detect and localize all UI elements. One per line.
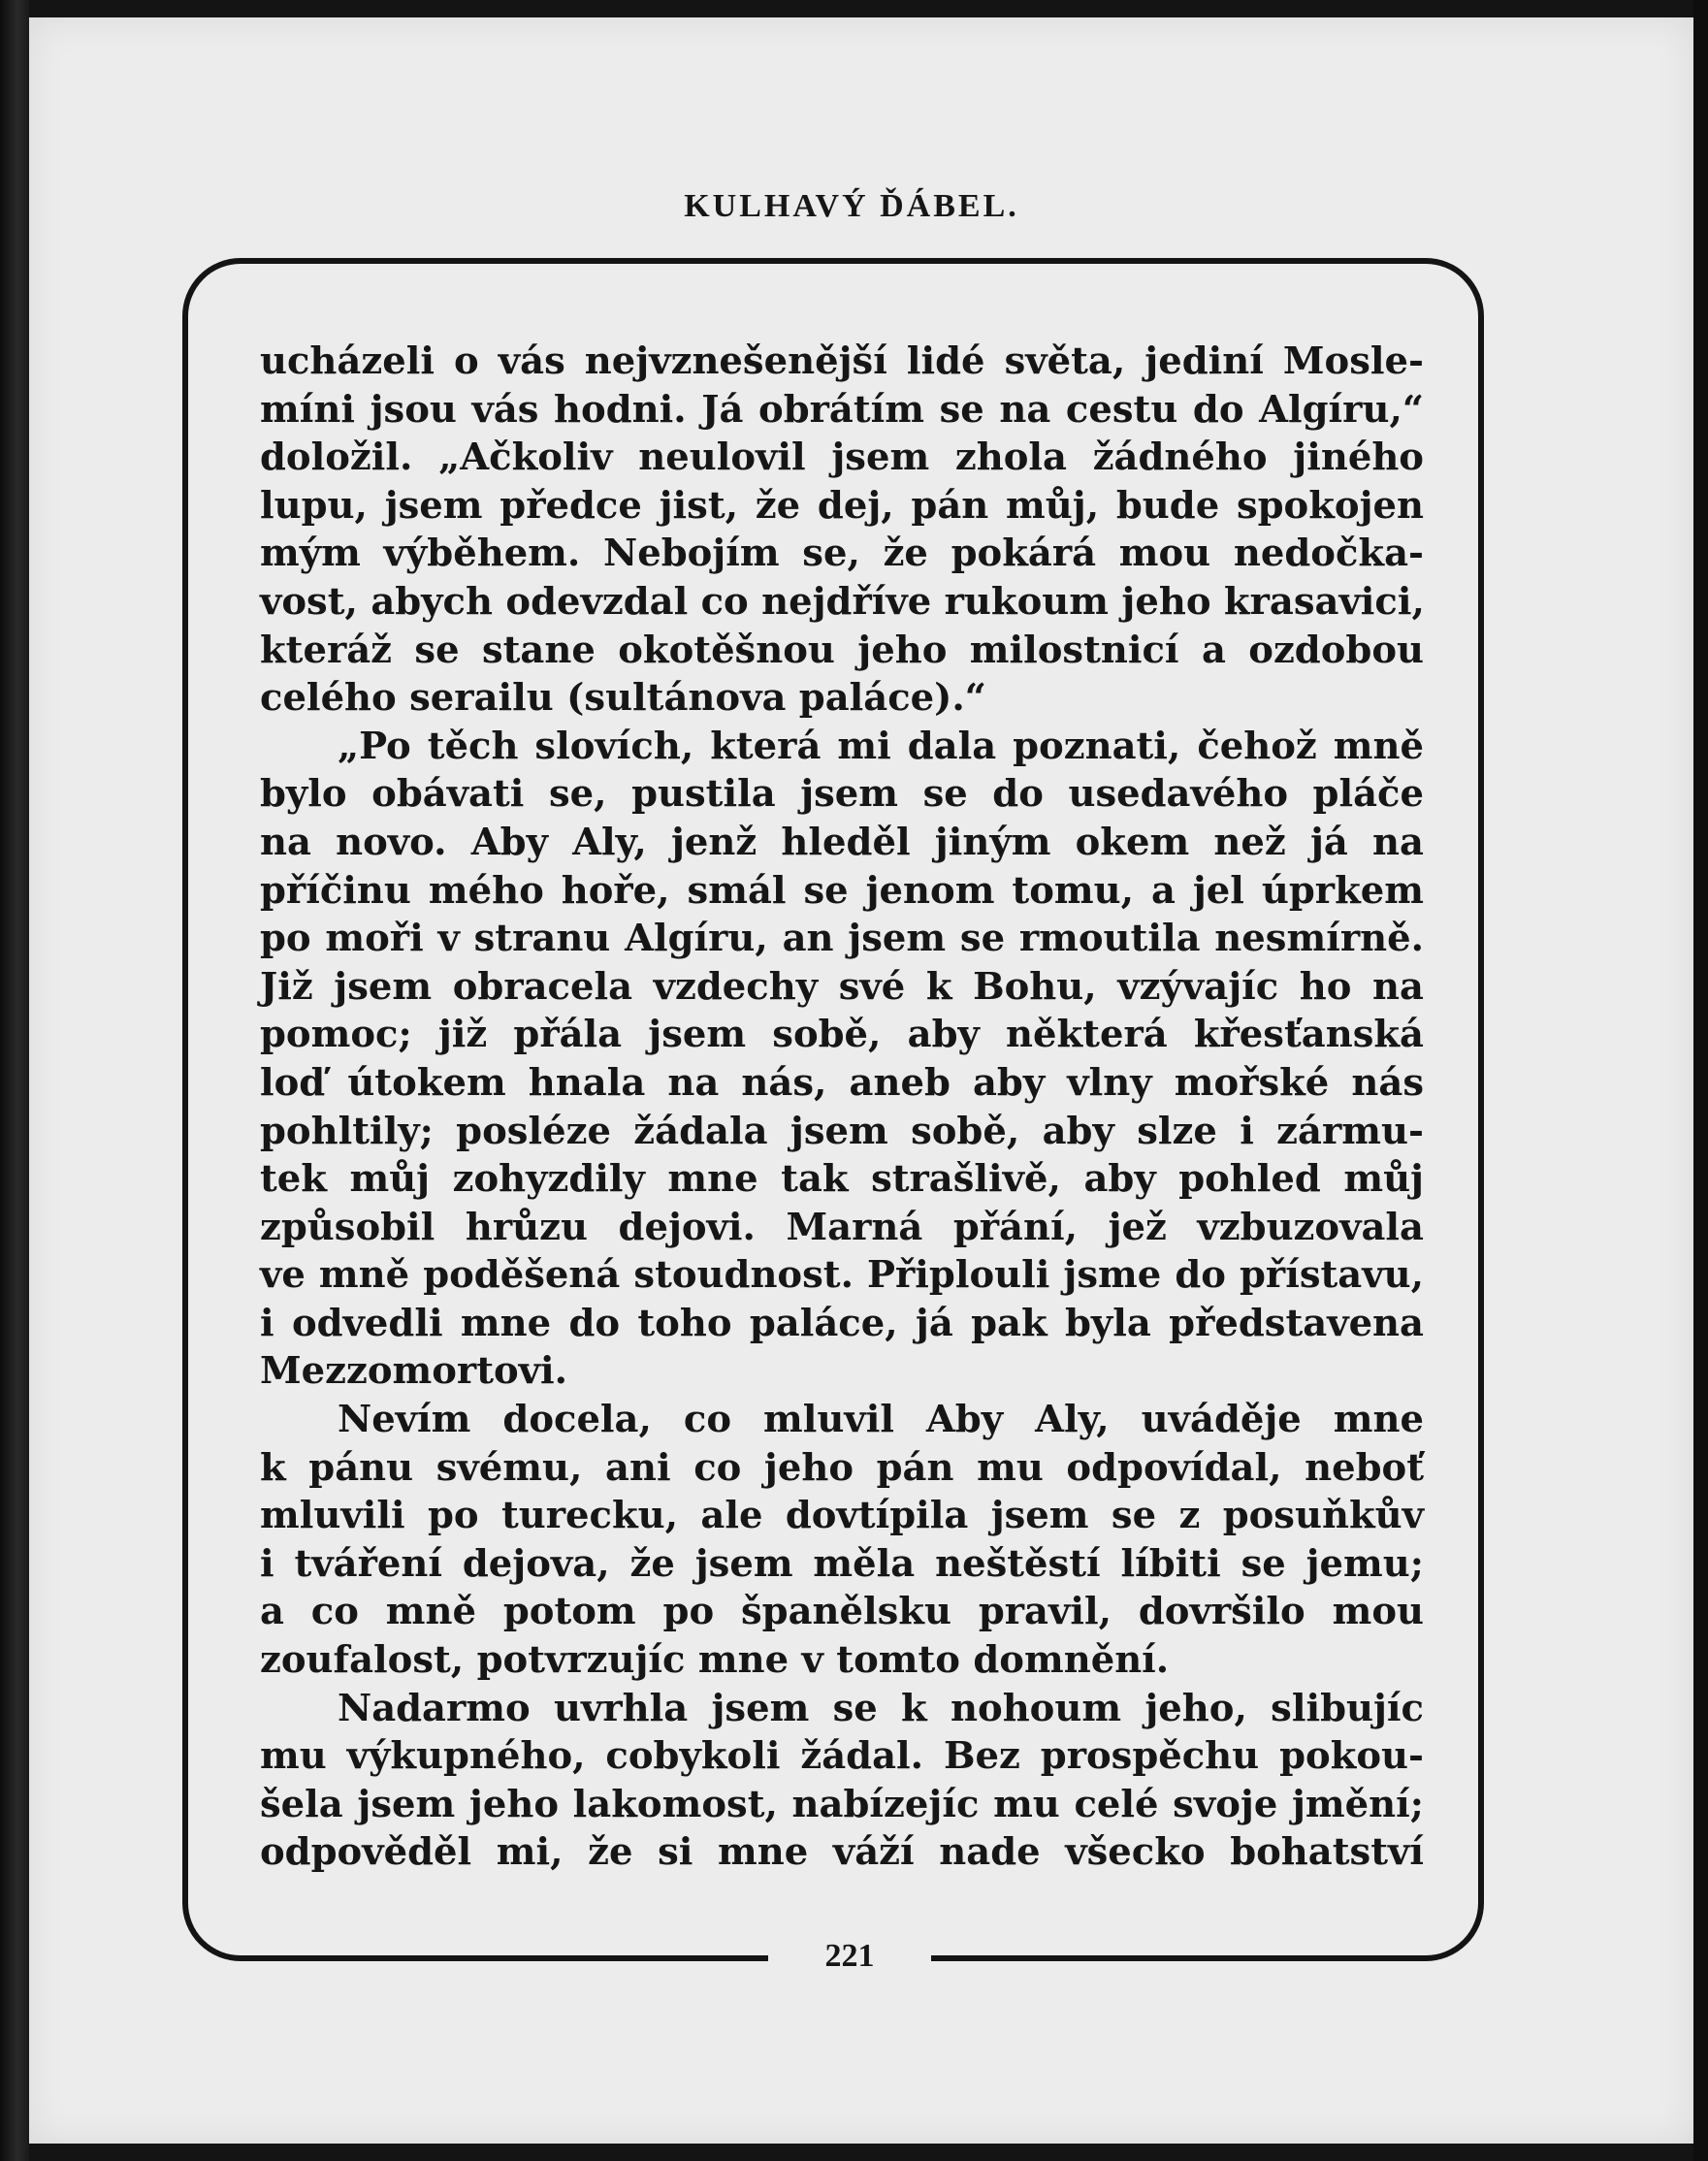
text-line: loď útokem hnala na nás, aneb aby vlny mořské nás	[260, 1060, 1424, 1105]
text-line: i tváření dejova, že jsem měla neštěstí líbiti se jemu;	[260, 1541, 1424, 1586]
page-edge-shadow	[1693, 0, 1708, 2161]
text-line: a co mně potom po španělsku pravil, dovršilo mou	[260, 1590, 1424, 1634]
text-line: kteráž se stane okotěšnou jeho milostnicí a ozdobou	[260, 628, 1424, 672]
body-text	[260, 338, 1424, 1877]
text-line: i odvedli mne do toho paláce, já pak byla představena	[260, 1301, 1424, 1345]
text-line: Nevím docela, co mluvil Aby Aly, uváděje mne	[338, 1398, 1424, 1442]
text-line: celého serailu (sultánova paláce).“	[260, 676, 986, 721]
text-line: na novo. Aby Aly, jenž hleděl jiným okem než já na	[260, 820, 1424, 864]
text-line: míni jsou vás hodni. Já obrátím se na cestu do Algíru,“	[260, 387, 1424, 432]
text-line: Nadarmo uvrhla jsem se k nohoum jeho, slibujíc	[338, 1686, 1424, 1730]
text-line: ucházeli o vás nejvznešenější lidé světa, jediní Mosle-	[260, 339, 1424, 383]
text-line: tek můj zohyzdily mne tak strašlivě, aby pohled můj	[260, 1157, 1424, 1202]
book-page	[29, 17, 1693, 2144]
text-line: pohltily; posléze žádala jsem sobě, aby slze i zármu-	[260, 1109, 1424, 1153]
text-line: bylo obávati se, pustila jsem se do usedavého pláče	[260, 772, 1424, 817]
text-line: odpověděl mi, že si mne váží nade všecko bohatství	[260, 1830, 1424, 1875]
text-line: ve mně poděšená stoudnost. Připlouli jsme do přístavu,	[260, 1253, 1424, 1298]
text-line: pomoc; již přála jsem sobě, aby některá křesťanská	[260, 1013, 1424, 1057]
text-line: šela jsem jeho lakomost, nabízejíc mu celé svoje jmění;	[260, 1782, 1424, 1826]
text-line: mým výběhem. Nebojím se, že pokárá mou nedočka-	[260, 532, 1424, 576]
text-line: zoufalost, potvrzujíc mne v tomto domnění.	[260, 1638, 1170, 1683]
text-line: lupu, jsem předce jist, že dej, pán můj, bude spokojen	[260, 483, 1424, 528]
page-number: 221	[824, 1938, 875, 1974]
text-line: po moři v stranu Algíru, an jsem se rmoutila nesmírně.	[260, 917, 1424, 961]
text-line: mluvili po turecku, ale dovtípila jsem se z posuňkův	[260, 1494, 1424, 1538]
text-line: k pánu svému, ani co jeho pán mu odpovídal, neboť	[260, 1445, 1424, 1490]
text-line: „Po těch slovích, která mi dala poznati, čehož mně	[338, 724, 1424, 768]
running-head: KULHAVÝ ĎÁBEL.	[684, 188, 1019, 224]
text-line: Již jsem obracela vzdechy své k Bohu, vzývajíc ho na	[260, 964, 1424, 1009]
text-line: Mezzomortovi.	[260, 1349, 568, 1394]
book-spine-shadow	[0, 0, 29, 2161]
text-line: vost, abych odevzdal co nejdříve rukoum jeho krasavici,	[260, 579, 1425, 624]
text-line: mu výkupného, cobykoli žádal. Bez prospěchu pokou-	[260, 1734, 1424, 1779]
text-line: příčinu mého hoře, smál se jenom tomu, a jel úprkem	[260, 868, 1424, 913]
text-line: doložil. „Ačkoliv neulovil jsem zhola žádného jiného	[260, 435, 1424, 480]
text-line: způsobil hrůzu dejovi. Marná přání, jež vzbuzovala	[260, 1205, 1424, 1249]
